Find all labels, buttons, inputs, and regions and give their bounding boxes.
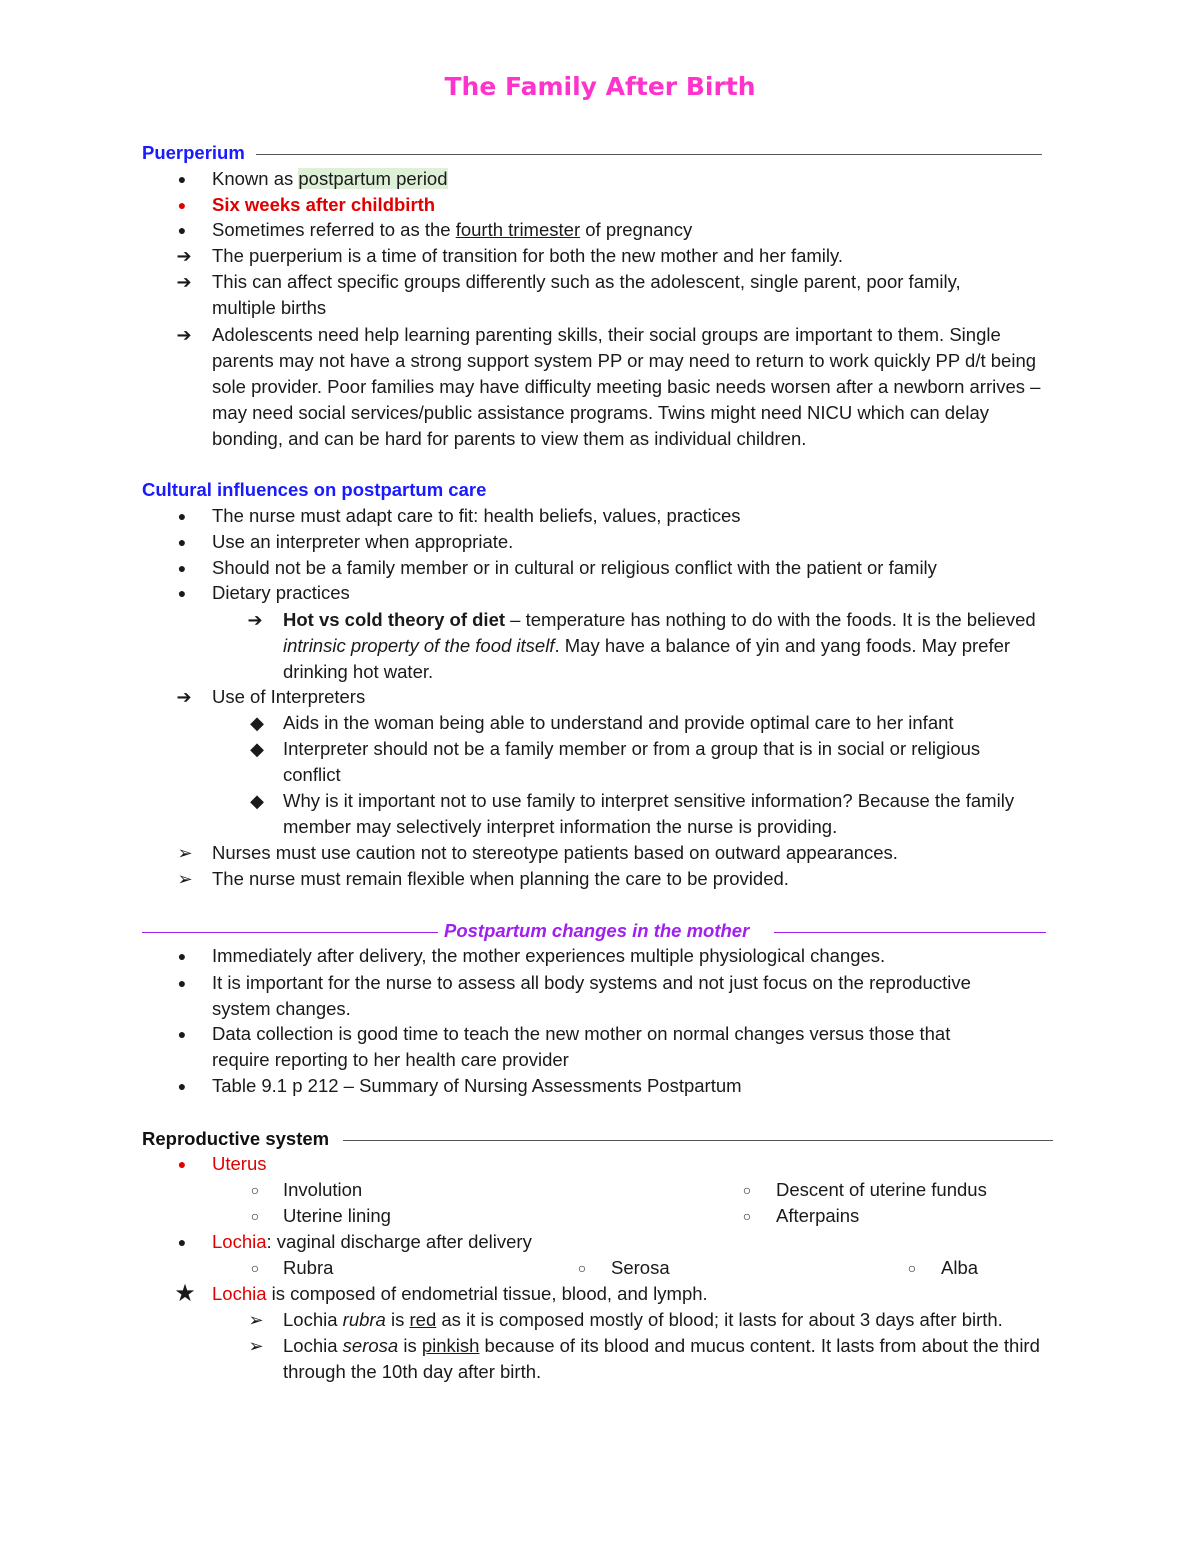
bullet-icon: ● xyxy=(177,585,187,601)
reproductive-heading: Reproductive system xyxy=(142,1128,330,1149)
lochia-type: Alba xyxy=(941,1257,979,1278)
bullet-icon: ● xyxy=(177,197,187,213)
diamond-icon: ◆ xyxy=(250,713,264,733)
circle-bullet-icon: ○ xyxy=(742,1182,752,1198)
cultural-arrow-interpreters: Use of Interpreters xyxy=(212,686,366,707)
changes-bullet-2: It is important for the nurse to assess all body systems and not just focus on the reproductive system changes. xyxy=(212,972,971,1019)
heading-rule xyxy=(256,154,1042,155)
lochia-type: Rubra xyxy=(283,1257,334,1278)
circle-bullet-icon: ○ xyxy=(250,1260,260,1276)
bullet-icon: ● xyxy=(177,1078,187,1094)
lochia-composition: Lochia is composed of endometrial tissue, blood, and lymph. xyxy=(212,1283,708,1304)
circle-bullet-icon: ○ xyxy=(250,1182,260,1198)
arrow-icon: ➔ xyxy=(176,325,192,345)
page-title: The Family After Birth xyxy=(444,72,756,101)
bullet-icon: ● xyxy=(177,975,187,991)
cultural-bullet-1: The nurse must adapt care to fit: health beliefs, values, practices xyxy=(212,505,741,526)
highlighted-term: postpartum period xyxy=(298,168,448,189)
heading-rule xyxy=(343,1140,1053,1141)
interpreter-point-3: Why is it important not to use family to interpret sensitive information? Because the family member may selectively interpret information the nurse is providing. xyxy=(283,790,1015,837)
chevron-arrow-icon: ➢ xyxy=(177,869,193,889)
lochia-serosa-note: Lochia serosa is pinkish because of its blood and mucus content. It lasts from about the third through the 10th day after birth. xyxy=(283,1335,1040,1382)
diet-theory-text: Hot vs cold theory of diet – temperature has nothing to do with the foods. It is the believed intrinsic property of the food itself. May have a balance of yin and yang foods. May prefer drinking hot water. xyxy=(283,609,1036,682)
lochia-bullet: Lochia: vaginal discharge after delivery xyxy=(212,1231,532,1252)
puerperium-arrow-3: Adolescents need help learning parenting skills, their social groups are important to them. Single parents may not have a strong support system PP or may need to return to work quickly PP d/t being sole provider. Poor families may have difficulty meeting basic needs worsen after a newborn arrives – may need social services/public assistance programs. Twins might need NICU which can delay bonding, and can be hard for parents to view them as individual children. xyxy=(212,324,1041,449)
changes-heading: Postpartum changes in the mother xyxy=(444,920,750,941)
diamond-icon: ◆ xyxy=(250,791,264,811)
circle-bullet-icon: ○ xyxy=(742,1208,752,1224)
bullet-icon: ● xyxy=(177,560,187,576)
arrow-icon: ➔ xyxy=(176,246,192,266)
puerperium-bullet-2: Six weeks after childbirth xyxy=(212,194,436,215)
cultural-caution-2: The nurse must remain flexible when planning the care to be provided. xyxy=(212,868,789,889)
puerperium-heading: Puerperium xyxy=(142,142,245,163)
diamond-icon: ◆ xyxy=(250,739,264,759)
puerperium-arrow-2: This can affect specific groups differently such as the adolescent, single parent, poor family, multiple births xyxy=(212,271,961,318)
interpreter-point-1: Aids in the woman being able to understand and provide optimal care to her infant xyxy=(283,712,954,733)
uterus-item: Involution xyxy=(283,1179,363,1200)
star-icon: ★ xyxy=(174,1280,196,1307)
puerperium-bullet-3: Sometimes referred to as the fourth trimester of pregnancy xyxy=(212,219,693,240)
bullet-icon: ● xyxy=(177,1026,187,1042)
circle-bullet-icon: ○ xyxy=(250,1208,260,1224)
section-rule-left xyxy=(142,932,438,933)
section-rule-right xyxy=(774,932,1046,933)
uterus-label: Uterus xyxy=(212,1153,267,1174)
uterus-item: Uterine lining xyxy=(283,1205,391,1226)
puerperium-arrow-1: The puerperium is a time of transition for both the new mother and her family. xyxy=(212,245,844,266)
cultural-bullet-2: Use an interpreter when appropriate. xyxy=(212,531,514,552)
arrow-icon: ➔ xyxy=(176,272,192,292)
bullet-icon: ● xyxy=(177,222,187,238)
lochia-type: Serosa xyxy=(611,1257,670,1278)
changes-bullet-3: Data collection is good time to teach the new mother on normal changes versus those that require reporting to her health care provider xyxy=(212,1023,951,1070)
chevron-arrow-icon: ➢ xyxy=(248,1336,264,1356)
circle-bullet-icon: ○ xyxy=(577,1260,587,1276)
interpreter-point-2: Interpreter should not be a family member or from a group that is in social or religious conflict xyxy=(283,738,981,785)
changes-bullet-1: Immediately after delivery, the mother experiences multiple physiological changes. xyxy=(212,945,886,966)
circle-bullet-icon: ○ xyxy=(907,1260,917,1276)
puerperium-bullet-1: Known as postpartum period xyxy=(212,168,448,189)
bullet-icon: ● xyxy=(177,1156,187,1172)
arrow-icon: ➔ xyxy=(247,610,263,630)
chevron-arrow-icon: ➢ xyxy=(177,843,193,863)
lochia-rubra-note: Lochia rubra is red as it is composed mostly of blood; it lasts for about 3 days after birth. xyxy=(283,1309,1003,1330)
bullet-icon: ● xyxy=(177,1234,187,1250)
uterus-item: Afterpains xyxy=(776,1205,860,1226)
uterus-item: Descent of uterine fundus xyxy=(776,1179,987,1200)
bullet-icon: ● xyxy=(177,534,187,550)
cultural-heading: Cultural influences on postpartum care xyxy=(142,479,487,500)
cultural-caution-1: Nurses must use caution not to stereotype patients based on outward appearances. xyxy=(212,842,898,863)
cultural-bullet-3: Should not be a family member or in cultural or religious conflict with the patient or family xyxy=(212,557,937,578)
bullet-icon: ● xyxy=(177,171,187,187)
chevron-arrow-icon: ➢ xyxy=(248,1310,264,1330)
bullet-icon: ● xyxy=(177,948,187,964)
changes-bullet-4: Table 9.1 p 212 – Summary of Nursing Assessments Postpartum xyxy=(212,1075,742,1096)
bullet-icon: ● xyxy=(177,508,187,524)
arrow-icon: ➔ xyxy=(176,687,192,707)
cultural-bullet-4: Dietary practices xyxy=(212,582,350,603)
